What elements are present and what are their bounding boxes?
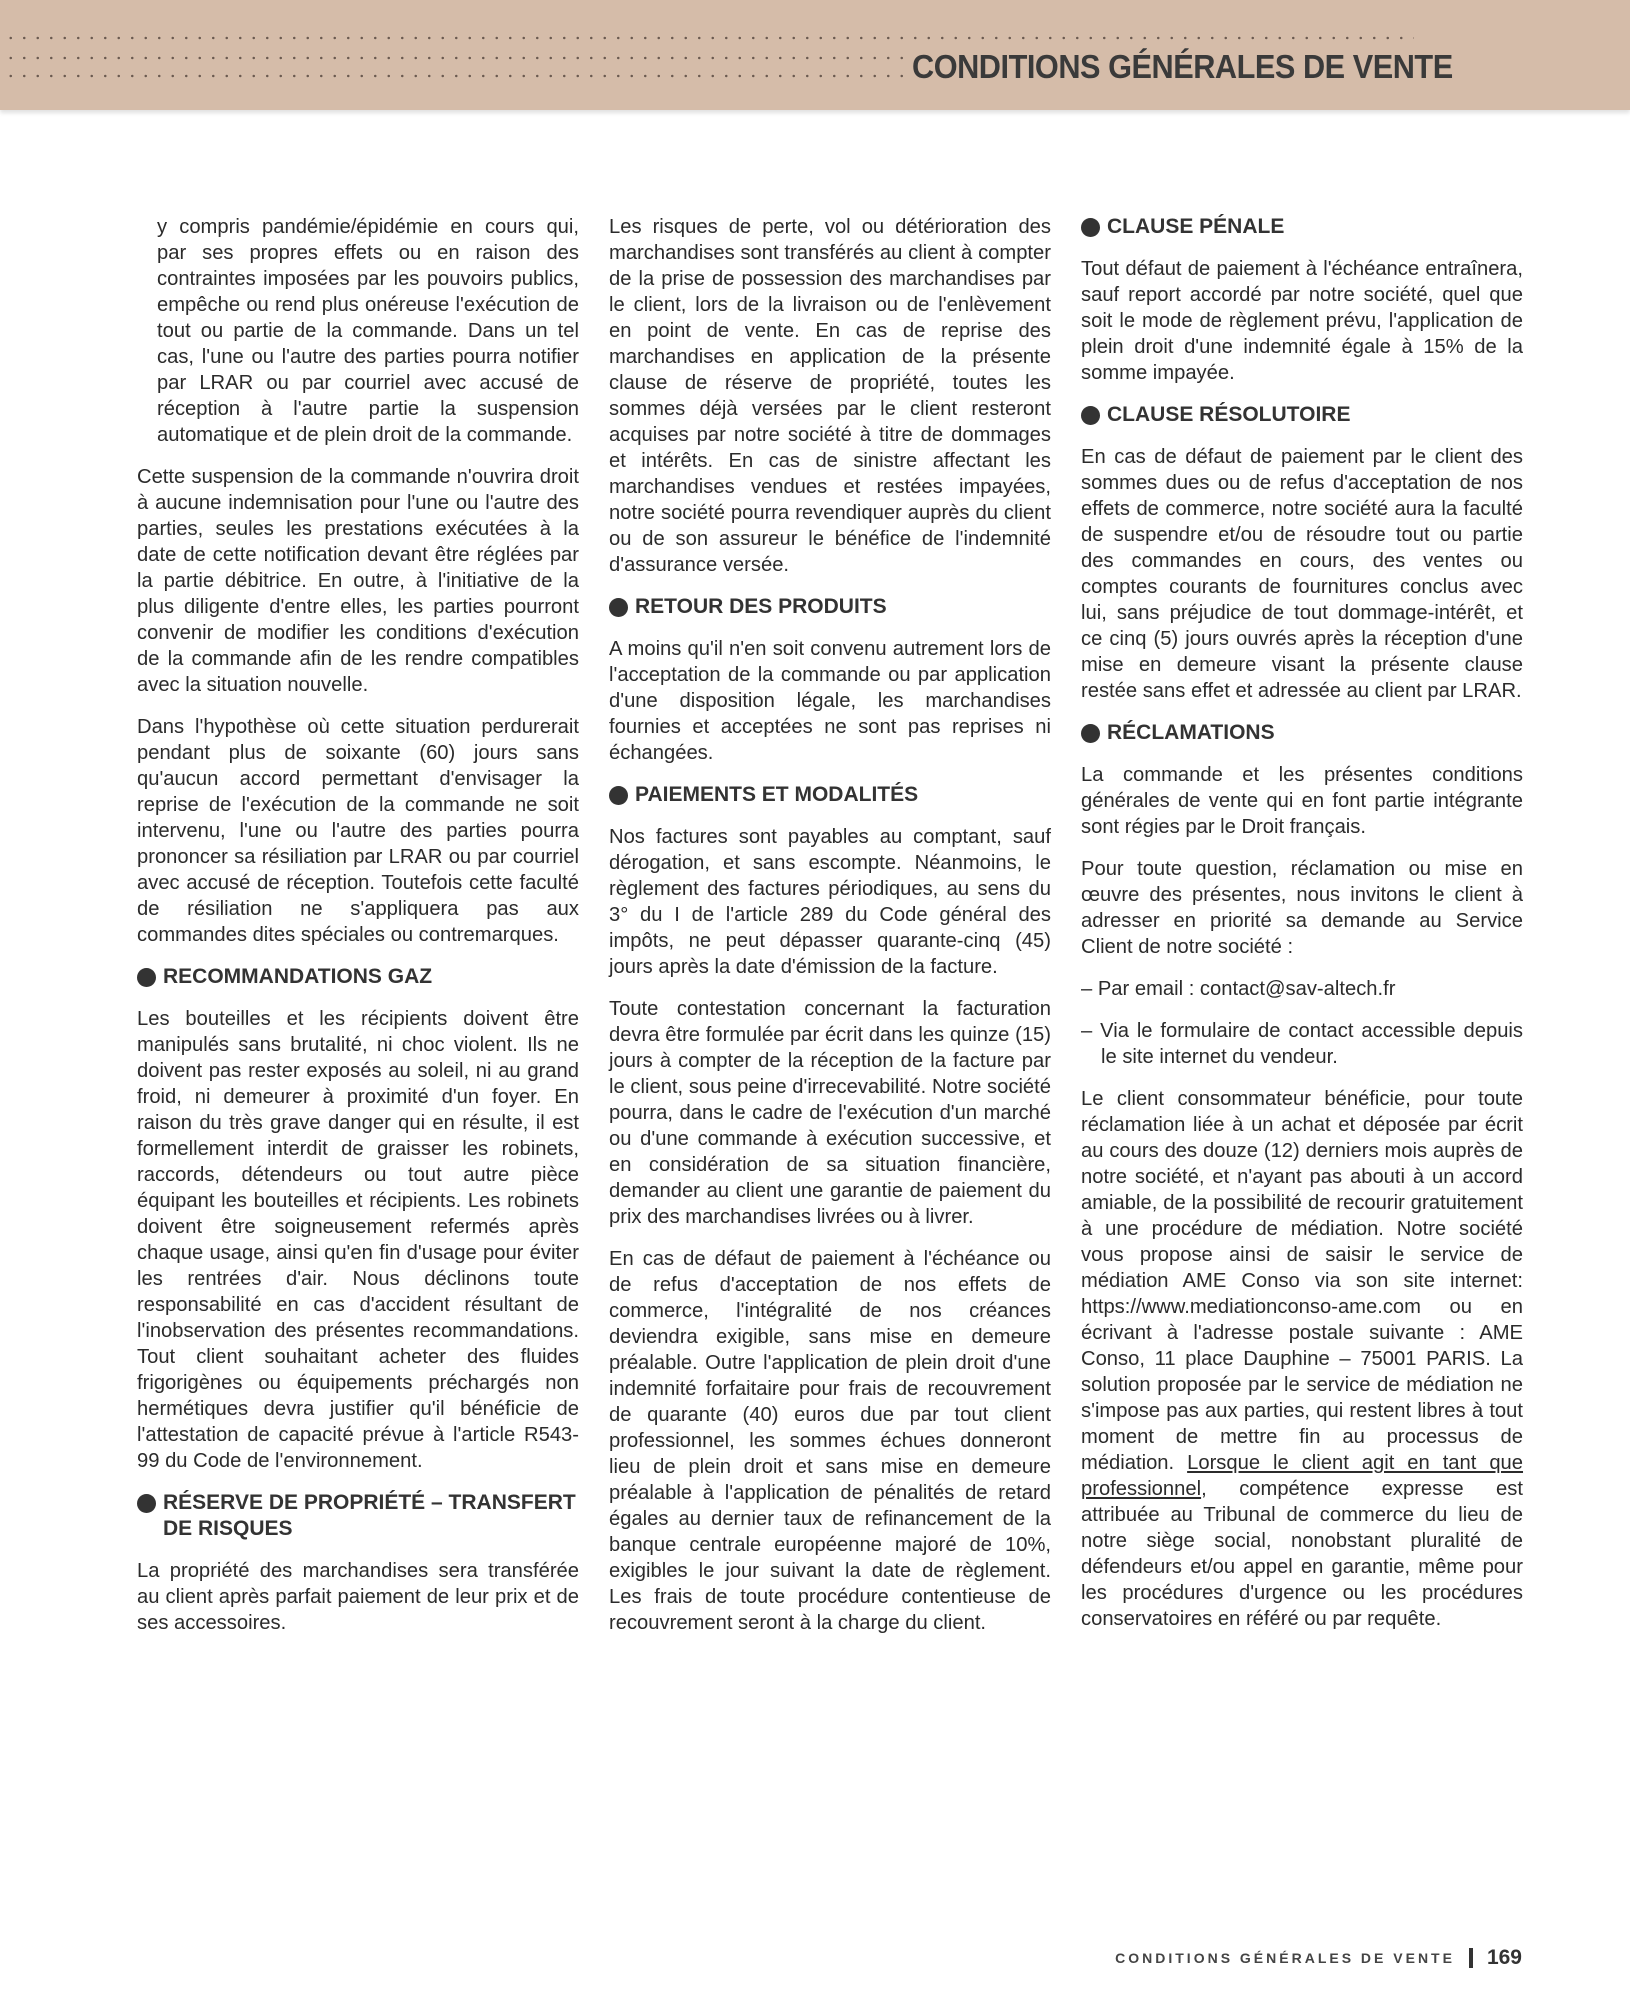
contact-form: – Via le formulaire de contact accessible depuis le site internet du vendeur. <box>1081 1020 1523 1068</box>
heading-recommandations-gaz: RECOMMANDATIONS GAZ <box>137 964 579 990</box>
paragraph: Les bouteilles et les récipients doivent être manipulés sans brutalité, ni choc violent. Ils ne doivent pas rester exposés au soleil, ni au grand froid, ni demeurer à proximité d'un foyer. En raison du très grave danger qui en résulte, il est formellement interdit de graisser les robinets, raccords, détendeurs ou tout autre pièce équipant les bouteilles et récipients. Les robinets doivent être soigneusement refermés après chaque usage, ainsi qu'en fin d'usage pour éviter les rentrées d'air. Nous déclinons toute responsabilité en cas d'accident résultant de l'inobservation des présentes recommandations. Tout client souhaitant acheter des fluides frigorigènes ou équipements préchargés non hermétiques devra justifier qu'il bénéficie de l'attestation de capacité prévue à l'article R543-99 du Code de l'environnement. <box>137 1008 579 1472</box>
footer-label: CONDITIONS GÉNÉRALES DE VENTE <box>1115 1950 1455 1966</box>
dotted-line <box>4 36 1414 40</box>
paragraph: Nos factures sont payables au comptant, sauf dérogation, et sans escompte. Néanmoins, le règlement des factures périodiques, au sens du 3° du I de l'article 289 du Code général des impôts, ne peut dépasser quarante-cinq (45) jours après la date d'émission de la facture. <box>609 826 1051 978</box>
heading-reclamations: RÉCLAMATIONS <box>1081 720 1523 746</box>
header-band <box>0 0 1630 110</box>
text: Le client consommateur bénéficie, pour toute réclamation liée à un achat et déposée par écrit au cours des douze (12) derniers mois auprès de notre société, et n'ayant pas abouti à un accord amiable, de la possibilité de recourir gratuitement à une procédure de médiation. Notre société vous propose ainsi de saisir le service de médiation AME Conso via son site internet: https://www.mediationconso-ame.com ou en écrivant à l'adresse postale suivante : AME Conso, 11 place Dauphine – 75001 PARIS. La solution proposée par le service de médiation ne s'impose pas aux parties, qui restent libres à tout moment de mettre fin au processus de médiation. <box>1081 1088 1523 1474</box>
dotted-line <box>4 56 904 60</box>
paragraph: A moins qu'il n'en soit convenu autrement lors de l'acceptation de la commande ou par application d'une disposition légale, les marchandises fournies et acceptées ne sont pas reprises ni échangées. <box>609 638 1051 764</box>
underlined-text: Lorsque le client agit en tant que professionnel <box>1081 1452 1524 1500</box>
footer <box>1115 1946 1522 1970</box>
divider <box>1469 1948 1473 1968</box>
paragraph: Cette suspension de la commande n'ouvrira droit à aucune indemnisation pour l'une ou l'autre des parties, seules les prestations exécutées à la date de cette notification devant être réglées par la partie débitrice. En outre, à l'initiative de la plus diligente d'entre elles, les parties pourront convenir de modifier les conditions d'exécution de la commande afin de les rendre compatibles avec la situation nouvelle. <box>137 466 579 696</box>
paragraph: Les risques de perte, vol ou détérioration des marchandises sont transférés au client à compter de la prise de possession des marchandises par le client, lors de la livraison ou de l'enlèvement en point de vente. En cas de reprise des marchandises en application de la présente clause de réserve de propriété, toutes les sommes déjà versées par le client resteront acquises par notre société à titre de dommages et intérêts. En cas de sinistre affectant les marchandises vendues et restées impayées, notre société pourra revendiquer auprès du client ou de son assureur le bénéfice de l'indemnité d'assurance versée. <box>609 216 1051 576</box>
text: , compétence expresse est attribuée au Tribunal de commerce du lieu de notre siège social, nonobstant pluralité de défendeurs et/ou appel en garantie, même pour les procédures d'urgence ou les procédures conservatoires en référé ou par requête. <box>1081 1478 1523 1630</box>
heading-retour-produits: RETOUR DES PRODUITS <box>609 594 1051 620</box>
heading-paiements: PAIEMENTS ET MODALITÉS <box>609 782 1051 808</box>
section-title: CONDITIONS GÉNÉRALES DE VENTE <box>912 48 1453 85</box>
paragraph: La propriété des marchandises sera transférée au client après parfait paiement de leur prix et de ses accessoires. <box>137 1560 579 1634</box>
paragraph: En cas de défaut de paiement à l'échéance ou de refus d'acceptation de nos effets de commerce, l'intégralité de nos créances deviendra exigible, sans mise en demeure préalable. Outre l'application de plein droit d'une indemnité forfaitaire pour frais de recouvrement de quarante (40) euros due par tout client professionnel, les sommes échues donneront lieu de plein droit et sans mise en demeure préalable à l'application de pénalités de retard égales au dernier taux de refinancement de la banque centrale européenne majoré de 10%, exigibles le jour suivant la date de règlement. Les frais de toute procédure contentieuse de recouvrement seront à la charge du client. <box>609 1248 1051 1634</box>
paragraph: Tout défaut de paiement à l'échéance entraînera, sauf report accordé par notre société, quel que soit le mode de règlement prévu, l'application de plein droit d'une indemnité égale à 15% de la somme impayée. <box>1081 258 1523 384</box>
paragraph: Pour toute question, réclamation ou mise en œuvre des présentes, nous invitons le client à adresser en priorité sa demande au Service Client de notre société : <box>1081 858 1523 958</box>
heading-clause-penale: CLAUSE PÉNALE <box>1081 214 1523 240</box>
paragraph: Dans l'hypothèse où cette situation perdurerait pendant plus de soixante (60) jours sans qu'aucun accord permettant d'envisager la reprise de l'exécution de la commande ne soit intervenu, l'une ou l'autre des parties pourra prononcer sa résiliation par LRAR ou par courriel avec accusé de réception. Toutefois cette faculté de résiliation ne s'appliquera pas aux commandes dites spéciales ou contremarques. <box>137 716 579 946</box>
column-2 <box>609 214 1051 1652</box>
paragraph <box>1081 1086 1523 1632</box>
paragraph: Toute contestation concernant la facturation devra être formulée par écrit dans les quinze (15) jours à compter de la réception de la facture par le client, sous peine d'irrecevabilité. Notre société pourra, dans le cadre de l'exécution d'un marché ou d'une commande à exécution successive, et en considération de sa situation financière, demander au client une garantie de paiement du prix des marchandises livrées ou à livrer. <box>609 998 1051 1228</box>
paragraph: La commande et les présentes conditions générales de vente qui en font partie intégrante sont régies par le Droit français. <box>1081 764 1523 838</box>
column-1 <box>137 214 579 1652</box>
page-number: 169 <box>1486 1946 1522 1969</box>
paragraph: En cas de défaut de paiement par le client des sommes dues ou de refus d'acceptation de nos effets de commerce, notre société aura la faculté de suspendre et/ou de résoudre tout ou partie des commandes en cours, des ventes ou comptes courants de fournitures conclus avec lui, sans préjudice de tout dommage-intérêt, et ce cinq (5) jours ouvrés après la réception d'une mise en demeure visant la présente clause restée sans effet et adressée au client par LRAR. <box>1081 446 1523 702</box>
heading-reserve-propriete: RÉSERVE DE PROPRIÉTÉ – TRANSFERT DE RISQUES <box>137 1490 579 1542</box>
column-3 <box>1081 214 1523 1648</box>
paragraph: y compris pandémie/épidémie en cours qui, par ses propres effets ou en raison des contraintes imposées par les pouvoirs publics, empêche ou rend plus onéreuse l'exécution de tout ou partie de la commande. Dans un tel cas, l'une ou l'autre des parties pourra notifier par LRAR ou par courriel avec accusé de réception à l'autre partie la suspension automatique et de plein droit de la commande. <box>157 216 579 446</box>
dotted-line <box>4 74 904 78</box>
contact-email: – Par email : contact@sav-altech.fr <box>1081 978 1396 1000</box>
heading-clause-resolutoire: CLAUSE RÉSOLUTOIRE <box>1081 402 1523 428</box>
